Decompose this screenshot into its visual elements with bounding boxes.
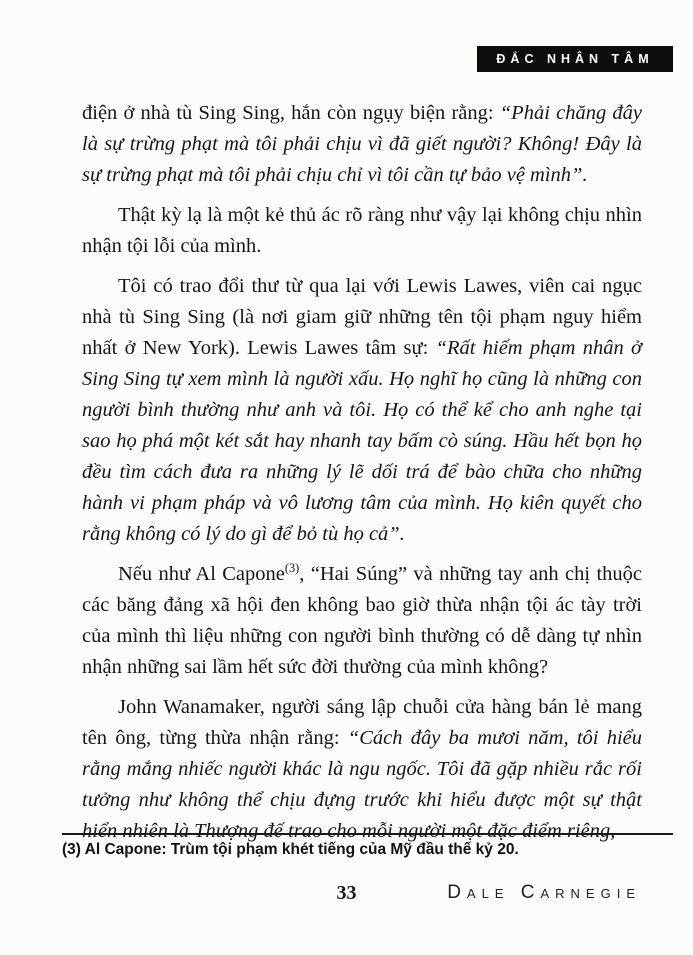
text-segment: , “Hai Súng” và những tay anh chị thuộc các băng đảng xã hội đen không bao giờ thừa nhận tội ác tày trời của mình thì liệu những con người bình thường có dễ dàng tự nhìn nhận những sai lầm hết sức đời thường của mình không?	[82, 563, 642, 678]
text-segment: “Cách đây ba mươi năm, tôi hiểu rằng mắng nhiếc người khác là ngu ngốc. Tôi đã gặp nhiều rắc rối tưởng như không thể chịu đựng trước khi hiểu được một sự thật hiển nhiên là Thượng đế trao cho mỗi người một đặc điểm riêng,	[82, 727, 642, 842]
book-author: Dale Carnegie	[447, 882, 641, 903]
text-segment: điện ở nhà tù Sing Sing, hắn còn ngụy biện rằng:	[82, 102, 500, 124]
header-title-band	[477, 46, 673, 72]
paragraph	[82, 200, 642, 262]
paragraph	[82, 98, 642, 191]
paragraph	[82, 271, 642, 550]
text-segment: Thật kỳ lạ là một kẻ thủ ác rõ ràng như vậy lại không chịu nhìn nhận tội lỗi của mình.	[82, 204, 642, 257]
text-segment: “Phải chăng đây là sự trừng phạt mà tôi phải chịu vì đã giết người? Không! Đây là sự trừng phạt mà tôi phải chịu chỉ vì tôi cần tự bảo vệ mình”.	[82, 102, 642, 186]
footnote-reference: (3)	[284, 561, 300, 576]
text-segment: Tôi có trao đổi thư từ qua lại với Lewis Lawes, viên cai ngục nhà tù Sing Sing (là nơi giam giữ những tên tội phạm nguy hiểm nhất ở New York). Lewis Lawes tâm sự:	[82, 275, 642, 359]
footnote-text: (3) Al Capone: Trùm tội phạm khét tiếng của Mỹ đầu thế kỷ 20.	[62, 841, 519, 858]
text-segment: John Wanamaker, người sáng lập chuỗi cửa hàng bán lẻ mang tên ông, từng thừa nhận rằng:	[82, 696, 642, 749]
text-segment: Nếu như Al Capone	[118, 563, 285, 585]
paragraph	[82, 692, 642, 847]
footnote-divider	[62, 833, 673, 835]
book-title: ĐẮC NHÂN TÂM	[496, 52, 654, 66]
paragraph	[82, 559, 642, 683]
page-body	[82, 98, 642, 856]
text-segment: “Rất hiếm phạm nhân ở Sing Sing tự xem mình là người xấu. Họ nghĩ họ cũng là những con người bình thường như anh và tôi. Họ có thể kể cho anh nghe tại sao họ phá một két sắt hay nhanh tay bấm cò súng. Hầu hết bọn họ đều tìm cách đưa ra những lý lẽ dối trá để bào chữa cho những hành vi phạm pháp và vô lương tâm của mình. Họ kiên quyết cho rằng không có lý do gì để bỏ tù họ cả”.	[82, 337, 642, 545]
page-number: 33	[336, 882, 357, 904]
